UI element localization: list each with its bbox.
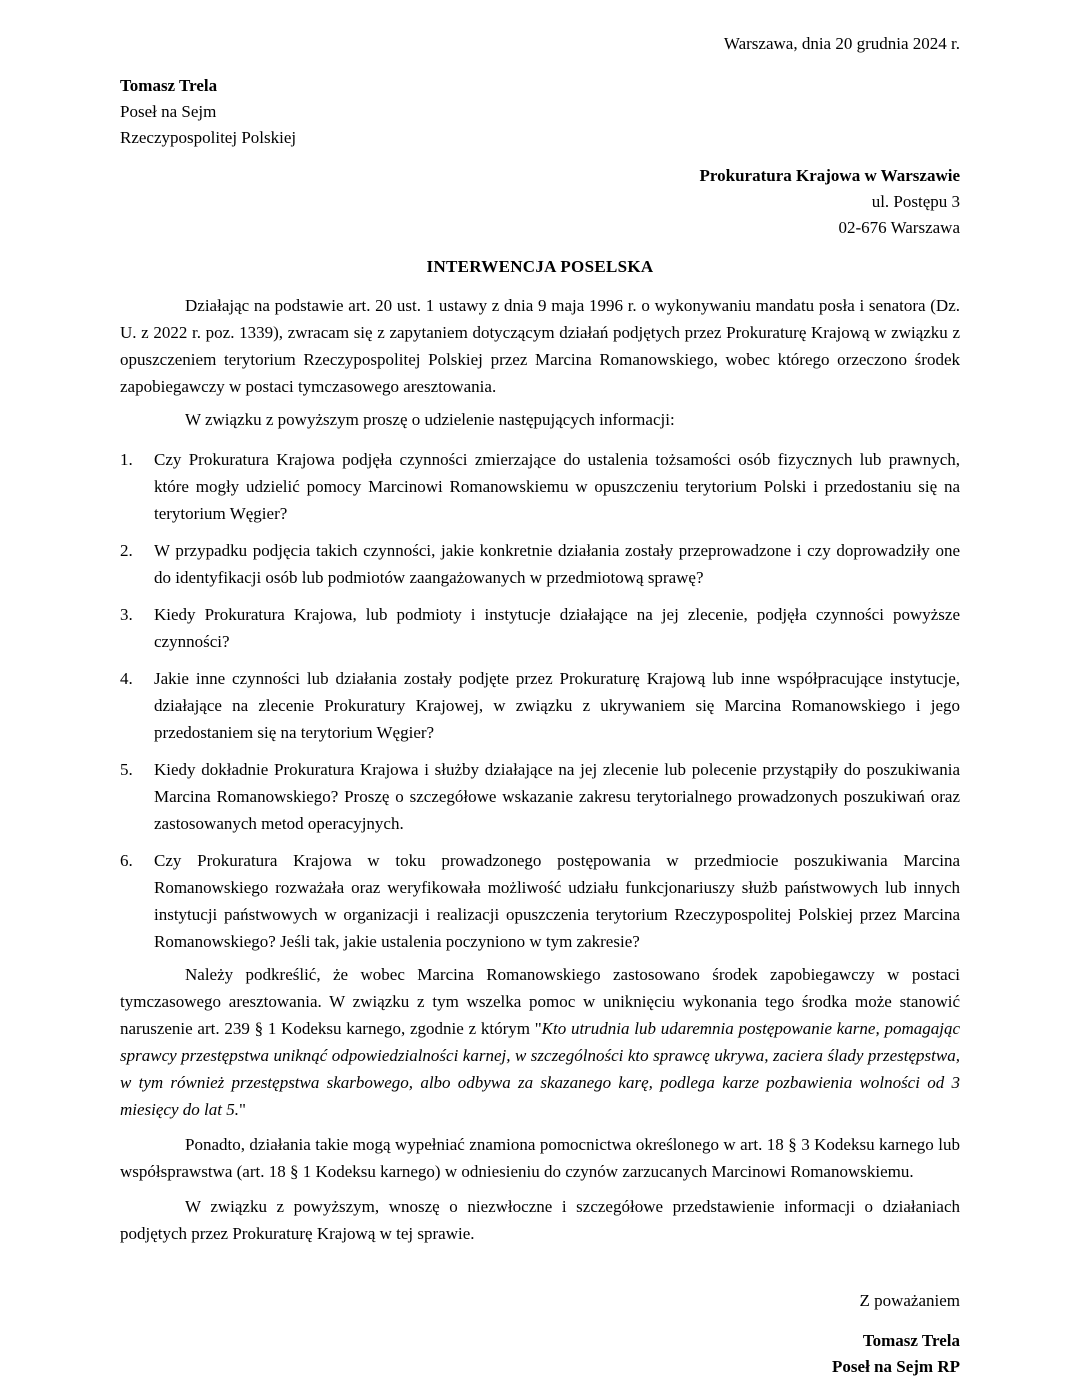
sender-country: Rzeczypospolitej Polskiej bbox=[120, 128, 297, 147]
question-item bbox=[120, 446, 960, 527]
question-item bbox=[120, 601, 960, 655]
signature-block bbox=[120, 1328, 960, 1380]
question-text: Jakie inne czynności lub działania zostały podjęte przez Prokuraturę Krajową lub inne współpracujące instytucje, działające na zlecenie Prokuratury Krajowej, w związku z ukrywaniem się Marcina Romanowskiego i jego przedostaniem się na terytorium Węgier? bbox=[154, 669, 960, 742]
legal-text-prefix: Należy podkreślić, że wobec Marcina Romanowskiego zastosowano środek zapobiegawczy w postaci tymczasowego aresztowania. W związku z tym wszelka pomoc w uniknięciu wykonania tego środka może stanowić naruszenie art. 239 § 1 Kodeksu karnego, zgodnie z którym " bbox=[120, 965, 960, 1038]
recipient-block bbox=[120, 163, 960, 241]
question-item bbox=[120, 665, 960, 746]
question-number: 1. bbox=[120, 450, 133, 469]
signature-name: Tomasz Trela bbox=[862, 1331, 960, 1350]
signature-role: Poseł na Sejm RP bbox=[832, 1357, 960, 1376]
questions-list bbox=[120, 446, 960, 955]
question-number: 2. bbox=[120, 541, 133, 560]
date-line: Warszawa, dnia 20 grudnia 2024 r. bbox=[723, 34, 960, 53]
question-number: 5. bbox=[120, 760, 133, 779]
sender-name: Tomasz Trela bbox=[120, 76, 218, 95]
document-title: INTERWENCJA POSELSKA bbox=[426, 257, 654, 276]
legal-quote-close: " bbox=[238, 1100, 246, 1119]
sender-block bbox=[120, 73, 960, 151]
recipient-name: Prokuratura Krajowa w Warszawie bbox=[699, 166, 960, 185]
question-text: W przypadku podjęcia takich czynności, jakie konkretnie działania zostały przeprowadzone i czy doprowadziły one do identyfikacji osób lub podmiotów zaangażowanych w przedmiotową sprawę? bbox=[154, 541, 960, 587]
recipient-street: ul. Postępu 3 bbox=[871, 192, 960, 211]
question-item bbox=[120, 537, 960, 591]
intro-paragraph: Działając na podstawie art. 20 ust. 1 ustawy z dnia 9 maja 1996 r. o wykonywaniu mandatu posła i senatora (Dz. U. z 2022 r. poz. 1339), zwracam się z zapytaniem dotyczącym działań podjętych przez Prokuraturę Krajową w związku z opuszczeniem terytorium Rzeczypospolitej Polskiej przez Marcina Romanowskiego, wobec którego orzeczono środek zapobiegawczy w postaci tymczasowego aresztowania. bbox=[120, 296, 960, 396]
question-number: 6. bbox=[120, 851, 133, 870]
question-text: Czy Prokuratura Krajowa podjęła czynności zmierzające do ustalenia tożsamości osób fizycznych lub prawnych, które mogły udzielić pomocy Marcinowi Romanowskiemu w opuszczeniu terytorium Polski i przedostaniu się na terytorium Węgier? bbox=[154, 450, 960, 523]
request-line: W związku z powyższym proszę o udzielenie następujących informacji: bbox=[185, 410, 675, 429]
closing-paragraph: W związku z powyższym, wnoszę o niezwłoczne i szczegółowe przedstawienie informacji o działaniach podjętych przez Prokuraturę Krajową w tej sprawie. bbox=[120, 1197, 960, 1243]
question-text: Kiedy Prokuratura Krajowa, lub podmioty i instytucje działające na jej zlecenie, podjęła czynności powyższe czynności? bbox=[154, 605, 960, 651]
question-item bbox=[120, 756, 960, 837]
question-number: 4. bbox=[120, 669, 133, 688]
legal-paragraph bbox=[120, 961, 960, 1123]
recipient-city: 02-676 Warszawa bbox=[838, 218, 960, 237]
legal-statute-quote: Kto utrudnia lub udaremnia postępowanie karne, pomagając sprawcy przestępstwa uniknąć odpowiedzialności karnej, w szczególności kto sprawcę ukrywa, zaciera ślady przestępstwa, w tym również przestępstwa skarbowego, albo odbywa za skazanego karę, podlega karze pozbawienia wolności od 3 miesięcy do lat 5. bbox=[120, 1019, 960, 1119]
sender-role: Poseł na Sejm bbox=[120, 102, 217, 121]
valediction: Z poważaniem bbox=[859, 1291, 960, 1310]
question-text: Czy Prokuratura Krajowa w toku prowadzonego postępowania w przedmiocie poszukiwania Marcina Romanowskiego rozważała oraz weryfikowała możliwość udziału funkcjonariuszy służb państwowych lub innych instytucji państwowych w organizacji i realizacji opuszczenia terytorium Rzeczypospolitej Polskiej przez Marcina Romanowskiego? Jeśli tak, jakie ustalenia poczyniono w tym zakresie? bbox=[154, 851, 960, 951]
aiding-paragraph: Ponadto, działania takie mogą wypełniać znamiona pomocnictwa określonego w art. 18 § 3 Kodeksu karnego lub współsprawstwa (art. 18 § 1 Kodeksu karnego) w odniesieniu do czynów zarzucanych Marcinowi Romanowskiemu. bbox=[120, 1135, 960, 1181]
question-text: Kiedy dokładnie Prokuratura Krajowa i służby działające na jej zlecenie lub polecenie przystąpiły do poszukiwania Marcina Romanowskiego? Proszę o szczegółowe wskazanie zakresu terytorialnego prowadzonych poszukiwań oraz zastosowanych metod operacyjnych. bbox=[154, 760, 960, 833]
question-number: 3. bbox=[120, 605, 133, 624]
question-item bbox=[120, 847, 960, 955]
